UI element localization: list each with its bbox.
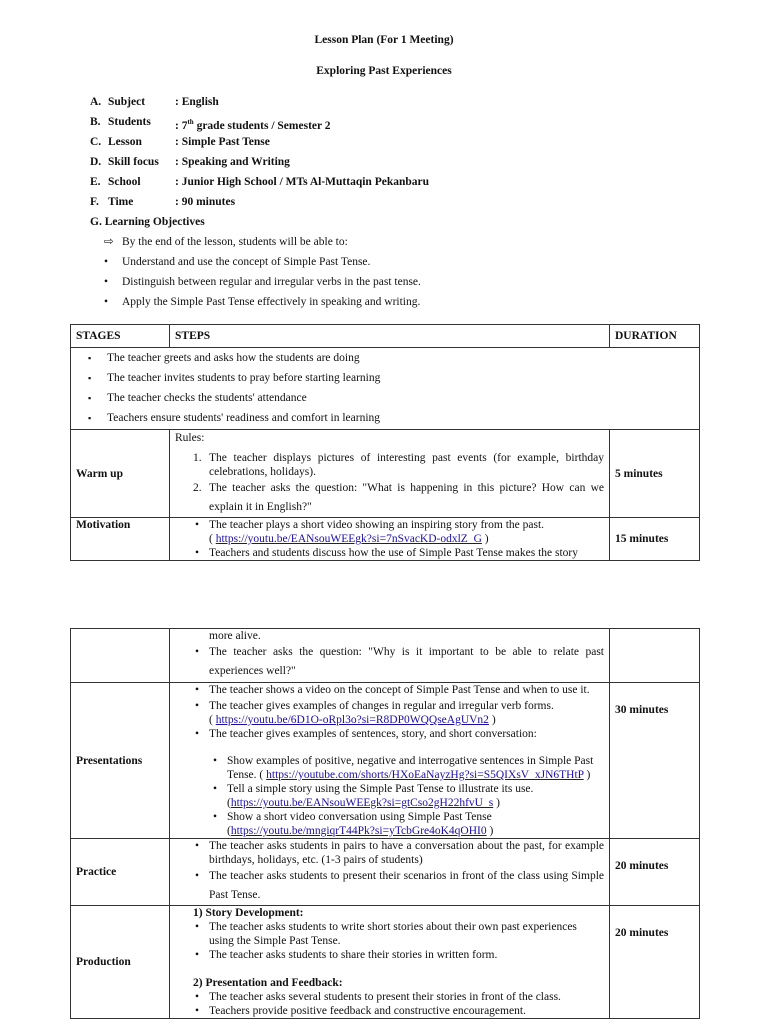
stage-presentations: Presentations <box>71 683 170 839</box>
production-row <box>71 906 700 1019</box>
production-heading-1: 1) Story Development: <box>193 907 304 919</box>
list-item: ▪ The teacher checks the students' attendance <box>71 388 699 408</box>
warmup-row <box>71 430 700 518</box>
info-row-school: E. School : Junior High School / MTs Al-Muttaqin Pekanbaru <box>90 176 430 188</box>
list-item: • The teacher shows a video on the concept of Simple Past Tense and when to use it. <box>175 683 604 697</box>
video-link[interactable]: https://youtu.be/6D1O-oRpl3o?si=R8DP0WQQseAgUVn2 <box>215 714 489 726</box>
list-item: • The teacher gives examples of sentences, story, and short conversation: <box>175 727 604 741</box>
document-title: Lesson Plan (For 1 Meeting) <box>314 34 454 46</box>
info-row-time: F. Time : 90 minutes <box>90 196 236 208</box>
objectives-heading: G. Learning Objectives <box>90 216 205 228</box>
list-item: • The teacher asks students to write short stories about their own past experiences using the Simple Past Tense. <box>175 920 604 948</box>
objectives-intro: ⇨ By the end of the lesson, students will be able to: <box>104 232 421 252</box>
video-link[interactable]: https://youtu.be/EANsouWEEgk?si=7nSvacKD-odxlZ_G <box>215 533 482 545</box>
motivation-row <box>71 518 700 561</box>
document-subtitle: Exploring Past Experiences <box>316 65 452 77</box>
list-item: • The teacher plays a short video showing an inspiring story from the past. ( https://youtu.be/EANsouWEEgk?si=7nSvacKD-odxlZ_G ) <box>175 518 604 546</box>
lesson-table-page2 <box>70 628 700 1019</box>
info-row-students: B. Students : 7th grade students / Semester 2 <box>90 116 331 132</box>
list-item: ▪ The teacher invites students to pray before starting learning <box>71 368 699 388</box>
objectives-list <box>104 232 421 312</box>
list-item: • Teachers provide positive feedback and constructive encouragement. <box>175 1004 604 1018</box>
video-link[interactable]: https://youtu.be/mngiqrT44Pk?si=yTcbGre4oK4qOHI0 <box>230 825 487 837</box>
duration-production: 20 minutes <box>610 906 700 1019</box>
stage-warmup: Warm up <box>71 430 170 518</box>
objective-item: • Apply the Simple Past Tense effectively in speaking and writing. <box>104 296 421 308</box>
motivation-cont-row <box>71 629 700 683</box>
list-item: 1. The teacher displays pictures of interesting past events (for example, birthday celebrations, holidays). <box>193 452 604 478</box>
header-duration: DURATION <box>610 325 700 348</box>
list-item: • The teacher asks students in pairs to have a conversation about the past, for example birthdays, holidays, etc. (1-3 pairs of students) <box>175 839 604 867</box>
opening-row <box>71 348 700 430</box>
objective-item: • Distinguish between regular and irregular verbs in the past tense. <box>104 276 421 288</box>
list-item: • Show examples of positive, negative and interrogative sentences in Simple Past Tense. ( https://youtube.com/shorts/HXoEaNayzHg?si=S5QIXsV_xJN6THtP ) <box>175 754 604 782</box>
list-item: • The teacher gives examples of changes in regular and irregular verb forms. ( https://youtu.be/6D1O-oRpl3o?si=R8DP0WQQseAgUVn2 ) <box>175 699 604 727</box>
duration-practice: 20 minutes <box>610 839 700 906</box>
list-item: • The teacher asks several students to present their stories in front of the class. <box>175 990 604 1004</box>
info-row-skill: D. Skill focus : Speaking and Writing <box>90 156 290 168</box>
video-link[interactable]: https://youtu.be/EANsouWEEgk?si=gtCso2gH22hfvU_s <box>230 797 494 809</box>
info-row-subject: A. Subject : English <box>90 96 219 108</box>
duration-presentations: 30 minutes <box>610 683 700 839</box>
list-item: 2. The teacher asks the question: "What is happening in this picture? How can we explain it in English?" <box>193 482 604 513</box>
list-item: • Show a short video conversation using Simple Past Tense (https://youtu.be/mngiqrT44Pk?si=yTcbGre4oK4qOHI0 ) <box>175 810 604 838</box>
video-link[interactable]: https://youtube.com/shorts/HXoEaNayzHg?si=S5QIXsV_xJN6THtP <box>266 769 584 781</box>
lesson-table-page1 <box>70 324 700 561</box>
stage-motivation: Motivation <box>71 518 170 561</box>
list-item: • Tell a simple story using the Simple Past Tense to illustrate its use. (https://youtu.be/EANsouWEEgk?si=gtCso2gH22hfvU_s ) <box>175 782 604 810</box>
duration-motivation: 15 minutes <box>610 518 700 561</box>
list-item: • The teacher asks the question: "Why is it important to be able to relate past experiences well?" <box>175 643 604 681</box>
info-row-lesson: C. Lesson : Simple Past Tense <box>90 136 270 148</box>
list-item: ▪ The teacher greets and asks how the students are doing <box>71 348 699 368</box>
duration-warmup: 5 minutes <box>610 430 700 518</box>
arrow-icon: ⇨ <box>104 236 114 248</box>
list-item: ▪ Teachers ensure students' readiness and comfort in learning <box>71 408 699 428</box>
objective-item: • Understand and use the concept of Simple Past Tense. <box>104 256 371 268</box>
rules-label: Rules: <box>175 432 205 444</box>
stage-practice: Practice <box>71 839 170 906</box>
practice-row <box>71 839 700 906</box>
list-item-cont: more alive. <box>209 630 261 642</box>
production-heading-2: 2) Presentation and Feedback: <box>193 977 343 989</box>
list-item: • Teachers and students discuss how the use of Simple Past Tense makes the story <box>175 546 604 560</box>
header-stages: STAGES <box>71 325 170 348</box>
presentations-row <box>71 683 700 839</box>
header-steps: STEPS <box>170 325 610 348</box>
list-item: • The teacher asks students to share their stories in written form. <box>175 948 604 962</box>
lesson-info <box>90 92 429 232</box>
table-header-row <box>71 325 700 348</box>
stage-production: Production <box>71 906 170 1019</box>
list-item: • The teacher asks students to present their scenarios in front of the class using Simple Past Tense. <box>175 867 604 905</box>
